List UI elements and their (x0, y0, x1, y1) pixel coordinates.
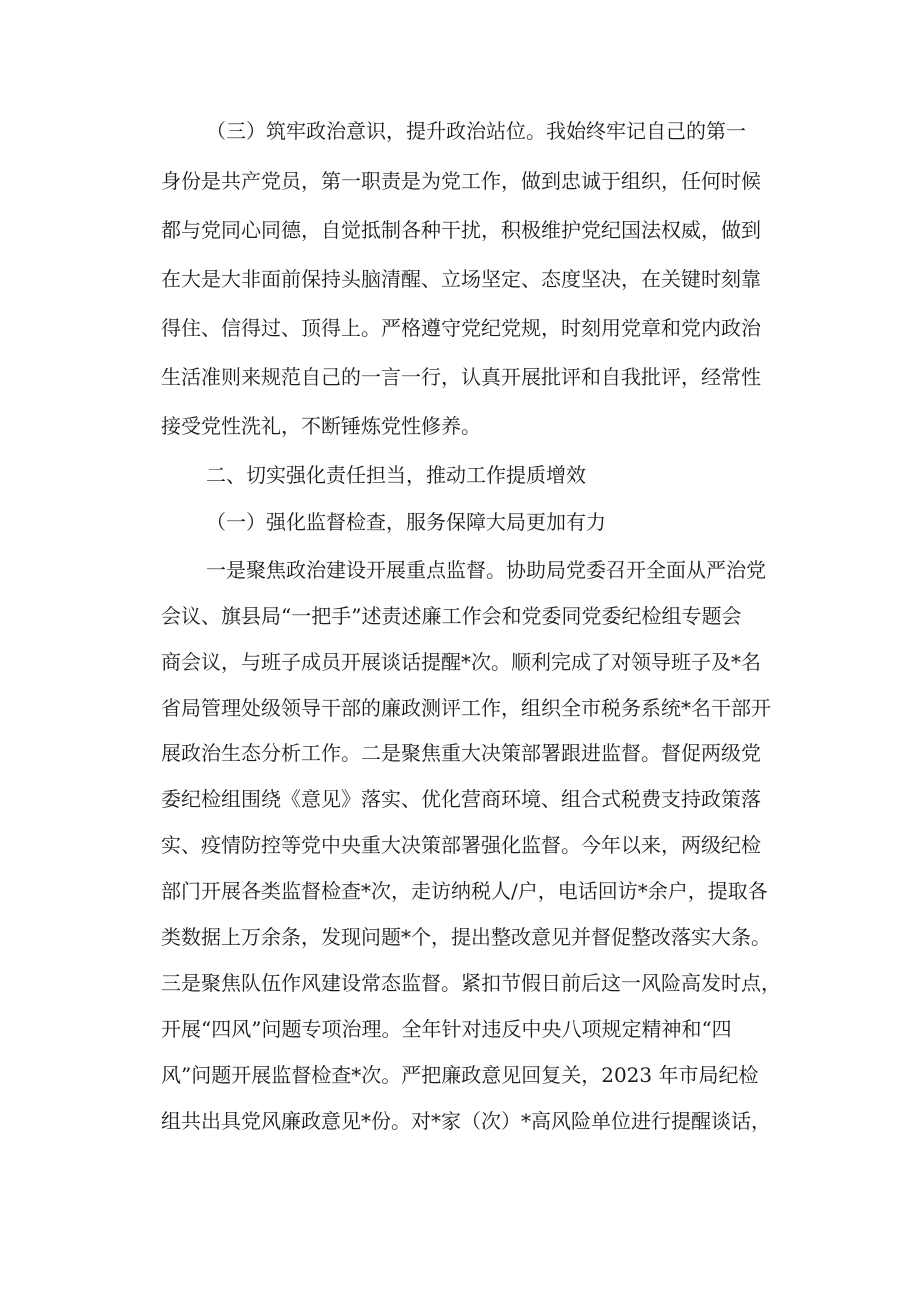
text-line (0, 308, 920, 348)
subsection-heading (0, 502, 920, 542)
text-line (0, 596, 920, 636)
line-text: 实、疫情防控等党中央重大决策部署强化监督。今年以来，两级纪检 (161, 833, 761, 857)
line-text: 商会议，与班子成员开展谈话提醒*次。顺利完成了对领导班子及*名 (161, 650, 761, 674)
line-text: 展政治生态分析工作。二是聚焦重大决策部署跟进监督。督促两级党 (161, 741, 761, 765)
text-line (0, 688, 920, 728)
line-text: 一是聚焦政治建设开展重点监督。协助局党委召开全面从严治党 (206, 558, 766, 582)
line-text: 身份是共产党员，第一职责是为党工作，做到忠诚于组织，任何时候 (161, 169, 761, 193)
text-line (0, 825, 920, 865)
text-line (0, 1055, 920, 1095)
line-text: 接受党性洗礼，不断锤炼党性修养。 (161, 414, 481, 438)
line-text: 得住、信得过、顶得上。严格遵守党纪党规，时刻用党章和党内政治 (161, 316, 761, 340)
line-text: 生活准则来规范自己的一言一行，认真开展批评和自我批评，经常性 (161, 365, 761, 389)
text-line (0, 642, 920, 682)
line-text: 会议、旗县局“一把手”述责述廉工作会和党委同党委纪检组专题会 (161, 604, 742, 628)
line-text: 组共出具党风廉政意见*份。对*家（次）*高风险单位进行提醒谈话， (161, 1109, 771, 1133)
line-text: 委纪检组围绕《意见》落实、优化营商环境、组合式税费支持政策落 (161, 787, 761, 811)
text-line (0, 963, 920, 1003)
text-line (0, 1101, 920, 1141)
line-text: 开展“四风”问题专项治理。全年针对违反中央八项规定精神和“四 (161, 1017, 732, 1041)
text-line (0, 1009, 920, 1049)
text-line (0, 406, 920, 446)
text-line (0, 111, 920, 151)
line-text: 在大是大非面前保持头脑清醒、立场坚定、态度坚决，在关键时刻靠 (161, 267, 761, 291)
heading-text: （一）强化监督检查，服务保障大局更加有力 (206, 510, 606, 534)
line-text: 类数据上万余条，发现问题*个，提出整改意见并督促整改落实大条。 (161, 925, 771, 949)
text-line (0, 161, 920, 201)
line-text: 三是聚焦队伍作风建设常态监督。紧扣节假日前后这一风险高发时点， (161, 971, 781, 995)
line-text: 省局管理处级领导干部的廉政测评工作，组织全市税务系统*名干部开 (161, 696, 771, 720)
text-line (0, 871, 920, 911)
section-heading (0, 455, 920, 495)
line-text: 风”问题开展监督检查*次。严把廉政意见回复关，2023 年市局纪检 (161, 1063, 759, 1087)
text-line (0, 779, 920, 819)
text-line (0, 357, 920, 397)
text-line (0, 550, 920, 590)
text-line (0, 259, 920, 299)
line-text: 都与党同心同德，自觉抵制各种干扰，积极维护党纪国法权威，做到 (161, 218, 761, 242)
text-line (0, 210, 920, 250)
heading-text: 二、切实强化责任担当，推动工作提质增效 (206, 463, 586, 487)
text-line (0, 917, 920, 957)
line-text: 部门开展各类监督检查*次，走访纳税人/户，电话回访*余户，提取各 (161, 879, 768, 903)
line-text: （三）筑牢政治意识，提升政治站位。我始终牢记自己的第一 (206, 119, 746, 143)
text-line (0, 733, 920, 773)
